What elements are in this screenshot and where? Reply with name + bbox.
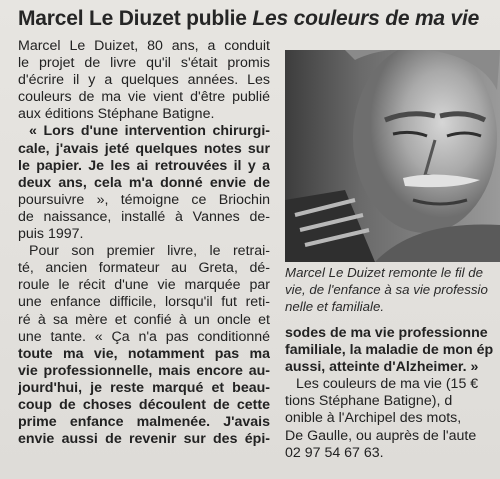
text-line: le projet de livre qu'il s'était promis <box>18 55 270 72</box>
text-line: d'écrire il y a quelques années. Les <box>18 72 270 89</box>
caption-line: Marcel Le Duizet remonte le fil de <box>285 265 484 280</box>
text-line: sodes de ma vie professionne <box>285 325 488 341</box>
text-line: prime enfance malmenée. J'avais <box>18 414 270 431</box>
portrait-photo <box>285 50 500 262</box>
text-line: aussi, atteinte d'Alzheimer. » <box>285 359 479 376</box>
text-line: vie professionnelle, mais encore au- <box>18 362 270 379</box>
text-line: aux éditions Stéphane Batigne. <box>18 106 215 123</box>
text-line: ré à sa mère et confié à un oncle et <box>18 311 270 328</box>
text-line: deux ans, cela m'a donné envie de <box>18 174 270 191</box>
caption-line: vie, de l'enfance à sa vie professio <box>285 282 488 297</box>
text-line: une tante. « Ça n'a pas conditionné <box>18 328 270 345</box>
text-line: De Gaulle, ou auprès de l'aute <box>285 427 477 444</box>
text-line: roule le récit d'une vie marquée par <box>18 277 270 294</box>
text-line: coup de choses découlent de cette <box>18 396 270 413</box>
text-line: Pour son premier livre, le retrai- <box>29 243 270 260</box>
text-line: Les couleurs de ma vie (15 € <box>296 376 479 393</box>
text-line: jourd'hui, je reste marqué et beau- <box>18 379 270 396</box>
text-line: une enfance difficile, lorsqu'il fut reti- <box>18 294 270 311</box>
headline-book-title: Les couleurs de ma vie <box>252 7 480 30</box>
caption-line: nelle et familiale. <box>285 299 385 314</box>
text-line: envie aussi de revenir sur des épi- <box>18 431 270 448</box>
left-column <box>18 38 270 448</box>
headline-regular: Marcel Le Diuzet publie <box>18 7 253 30</box>
text-line: onible à l'Archipel des mots, <box>285 410 462 427</box>
text-line: 02 97 54 67 63. <box>285 444 384 461</box>
article-headline <box>18 6 479 32</box>
photo-caption <box>285 264 500 315</box>
portrait-photo-graphic <box>285 50 500 262</box>
text-line: poursuivre », témoigne ce Briochin <box>18 191 270 208</box>
text-line: tions Stéphane Batigne), d <box>285 393 453 410</box>
text-line: couleurs de ma vie vient d'être publié <box>18 89 270 106</box>
text-line: « Lors d'une intervention chirurgi- <box>29 123 270 140</box>
text-line: té, ancien formateur au Greta, dé- <box>18 260 270 277</box>
text-line: familiale, la maladie de mon ép <box>285 342 494 359</box>
text-line: de naissance, installé à Vannes de- <box>18 208 270 225</box>
text-line: cale, j'avais jeté quelques notes sur <box>18 140 270 157</box>
text-line: le papier. Je les ai retrouvées il y a <box>18 157 270 174</box>
text-line: puis 1997. <box>18 226 84 243</box>
text-line: toute ma vie, notamment pas ma <box>18 345 270 362</box>
text-line: Marcel Le Duizet, 80 ans, a conduit <box>18 38 270 54</box>
right-column <box>285 325 500 462</box>
